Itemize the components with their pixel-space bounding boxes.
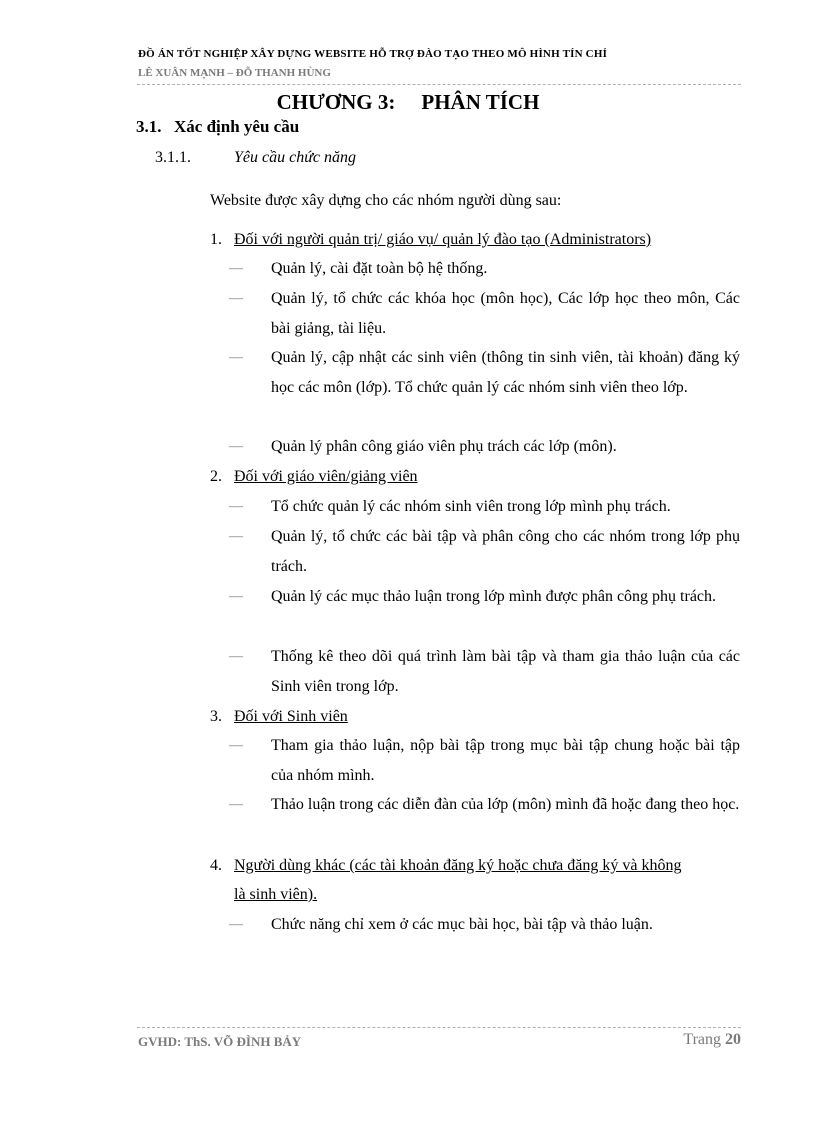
chapter-label: CHƯƠNG 3: [276,90,396,114]
footer-divider [137,1027,741,1028]
dash-bullet-icon: — [229,439,243,454]
dash-bullet-icon: — [229,738,243,753]
list-group-label: Người dùng khác (các tài khoản đăng ký hoặc chưa đăng ký và không [234,857,682,874]
list-item: — Quản lý, tổ chức các khóa học (môn học), Các lớp học theo môn, Các bài giảng, tài liệu. [229,284,740,343]
list-number: 4. [210,857,222,874]
section-title: Xác định yêu cầu [174,117,300,136]
section-heading [136,117,299,137]
list-group-1 [210,225,651,254]
list-group-label: Đối với Sinh viên [234,708,348,725]
dash-bullet-icon: — [229,797,243,812]
list-group-label: là sinh viên). [234,886,318,903]
dash-bullet-icon: — [229,291,243,306]
section-number: 3.1. [136,117,162,136]
list-item: — Quản lý các mục thảo luận trong lớp mình được phân công phụ trách. [229,582,740,612]
dash-bullet-icon: — [229,499,243,514]
list-item: — Tham gia thảo luận, nộp bài tập trong mục bài tập chung hoặc bài tập của nhóm mình. [229,731,740,790]
list-item: — Thống kê theo dõi quá trình làm bài tập và tham gia thảo luận của các Sinh viên trong lớp. [229,642,740,701]
list-item: — Thảo luận trong các diễn đàn của lớp (môn) mình đã hoặc đang theo học. [229,790,740,820]
chapter-heading [0,90,816,115]
list-group-4 [210,851,681,880]
subsection-number: 3.1.1. [155,149,191,166]
list-item: — Quản lý phân công giáo viên phụ trách các lớp (môn). [229,432,740,462]
dash-bullet-icon: — [229,529,243,544]
header-divider [137,84,741,85]
list-item: — Quản lý, cập nhật các sinh viên (thông tin sinh viên, tài khoản) đăng ký học các môn (lớp). Tổ chức quản lý các nhóm sinh viên theo lớp. [229,343,740,402]
list-item: — Quản lý, tổ chức các bài tập và phân công cho các nhóm trong lớp phụ trách. [229,522,740,581]
header-title: ĐỒ ÁN TỐT NGHIỆP XÂY DỰNG WEBSITE HỖ TRỢ ĐÀO TẠO THEO MÔ HÌNH TÍN CHỈ [138,48,608,60]
dash-bullet-icon: — [229,589,243,604]
intro-paragraph: Website được xây dựng cho các nhóm người dùng sau: [210,192,562,209]
page-label: Trang [683,1031,721,1048]
list-group-label: Đối với người quản trị/ giáo vụ/ quản lý đào tạo (Administrators) [234,231,652,248]
dash-bullet-icon: — [229,261,243,276]
subsection-heading [155,149,356,167]
dash-bullet-icon: — [229,649,243,664]
list-group-3 [210,702,348,731]
list-item: — Chức năng chỉ xem ở các mục bài học, bài tập và thảo luận. [229,910,740,940]
chapter-title: PHÂN TÍCH [421,90,540,114]
list-item: — Tổ chức quản lý các nhóm sinh viên trong lớp mình phụ trách. [229,492,740,522]
dash-bullet-icon: — [229,917,243,932]
list-group-2 [210,462,418,491]
list-number: 3. [210,708,222,725]
page-number [683,1031,741,1049]
list-group-label: Đối với giáo viên/giảng viên [234,468,418,485]
header-authors: LÊ XUÂN MẠNH – ĐỖ THANH HÙNG [138,67,331,79]
subsection-title: Yêu cầu chức năng [234,149,357,166]
dash-bullet-icon: — [229,350,243,365]
footer-advisor: GVHD: ThS. VÕ ĐÌNH BẢY [138,1034,302,1049]
page-number-value: 20 [725,1031,741,1048]
list-group-4-continued [234,880,317,909]
list-number: 2. [210,468,222,485]
list-number: 1. [210,231,222,248]
list-item: — Quản lý, cài đặt toàn bộ hệ thống. [229,254,740,284]
